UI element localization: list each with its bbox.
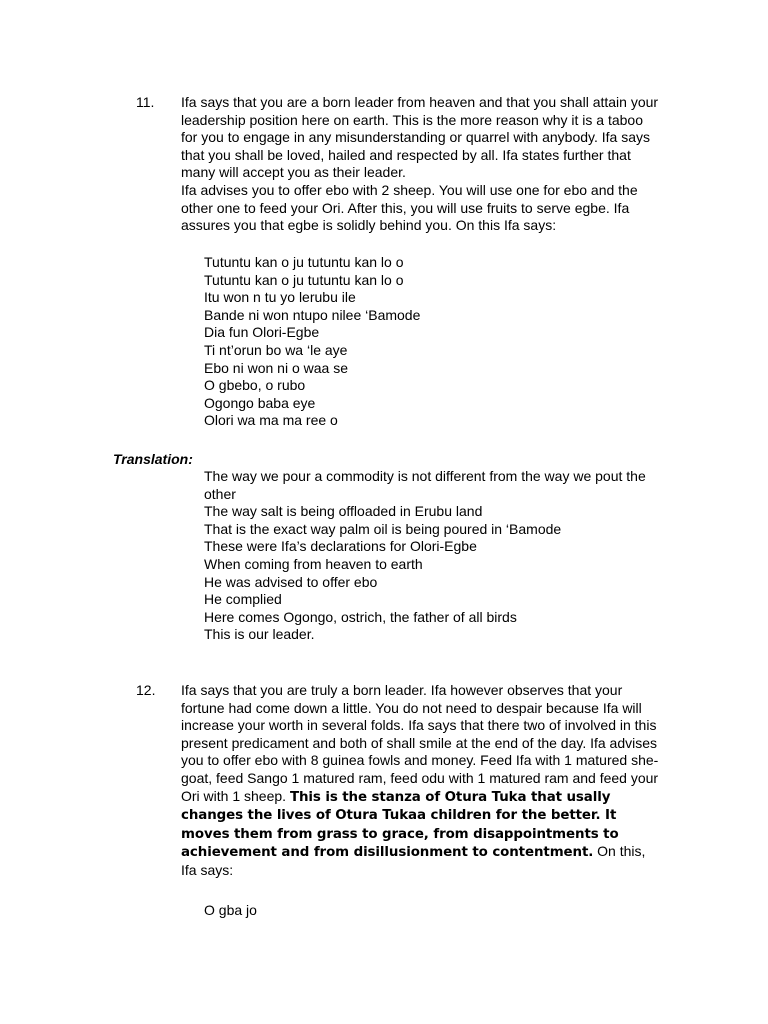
section-12-paragraph-tail: On this, Ifa says: (181, 843, 646, 878)
section-12-number: 12. (136, 682, 156, 698)
section-11-translation (204, 468, 674, 644)
section-11-paragraph-1: Ifa says that you are a born leader from heaven and that you shall attain your leadership position here on earth. This is the more reason why it is a taboo for you to engage in any misunderstanding or quarrel with anybody. Ifa says that you shall be loved, hailed and respected by all. Ifa states further that many will accept you as their leader. (181, 94, 659, 181)
translation-line: The way we pour a commodity is not different from the way we pout the other (204, 468, 646, 502)
section-12-paragraph (181, 682, 661, 880)
section-11-paragraph-2: Ifa advises you to offer ebo with 2 sheep. You will use one for ebo and the other one to feed your Ori. After this, you will use fruits to serve egbe. Ifa assures you that egbe is solidly behind you. On this Ifa says: (181, 181, 638, 234)
translation-line: He complied (204, 591, 282, 608)
verse-line: O gbebo, o rubo (204, 377, 306, 394)
verse-line: Bande ni won ntupo nilee ‘Bamode (204, 306, 421, 323)
translation-line: This is our leader. (204, 626, 315, 643)
section-11-body (181, 94, 661, 235)
verse-line: Ti nt’orun bo wa ‘le aye (204, 341, 348, 358)
translation-line: That is the exact way palm oil is being poured in ‘Bamode (204, 520, 562, 537)
verse-line: Tutuntu kan o ju tutuntu kan lo o (204, 271, 404, 288)
verse-line: Dia fun Olori-Egbe (204, 324, 320, 341)
section-11-number: 11. (136, 94, 155, 110)
section-12-verse (204, 902, 674, 920)
verse-line: Itu won n tu yo lerubu ile (204, 289, 356, 306)
translation-line: These were Ifa’s declarations for Olori-Egbe (204, 538, 477, 555)
translation-label: Translation: (113, 451, 193, 467)
translation-line: When coming from heaven to earth (204, 555, 423, 572)
section-11-verse (204, 254, 674, 430)
verse-line: Olori wa ma ma ree o (204, 412, 338, 429)
verse-line: Tutuntu kan o ju tutuntu kan lo o (204, 254, 404, 270)
translation-line: He was advised to offer ebo (204, 573, 378, 590)
verse-line: Ogongo baba eye (204, 394, 316, 411)
verse-line: Ebo ni won ni o waa se (204, 359, 348, 376)
section-12-body (181, 682, 661, 880)
translation-line: Here comes Ogongo, ostrich, the father of all birds (204, 608, 517, 625)
section-12-bold-statement: This is the stanza of Otura Tuka that usally changes the lives of Otura Tukaa children for the better. It moves them from grass to grace, from disappointments to achievement and from disillusionment to contentment. (181, 789, 619, 861)
section-12-paragraph-text: Ifa says that you are truly a born leader. Ifa however observes that your fortune had come down a little. You do not need to despair because Ifa will increase your worth in several folds. Ifa says that there two of involved in this present predicament and both of shall smile at the end of the day. Ifa advises you to offer ebo with 8 guinea fowls and money. Feed Ifa with 1 matured she-goat, feed Sango 1 matured ram, feed odu with 1 matured ram and feed your Ori with 1 sheep. (181, 682, 659, 804)
verse-line: O gba jo (204, 902, 257, 918)
translation-line: The way salt is being offloaded in Erubu land (204, 503, 483, 520)
